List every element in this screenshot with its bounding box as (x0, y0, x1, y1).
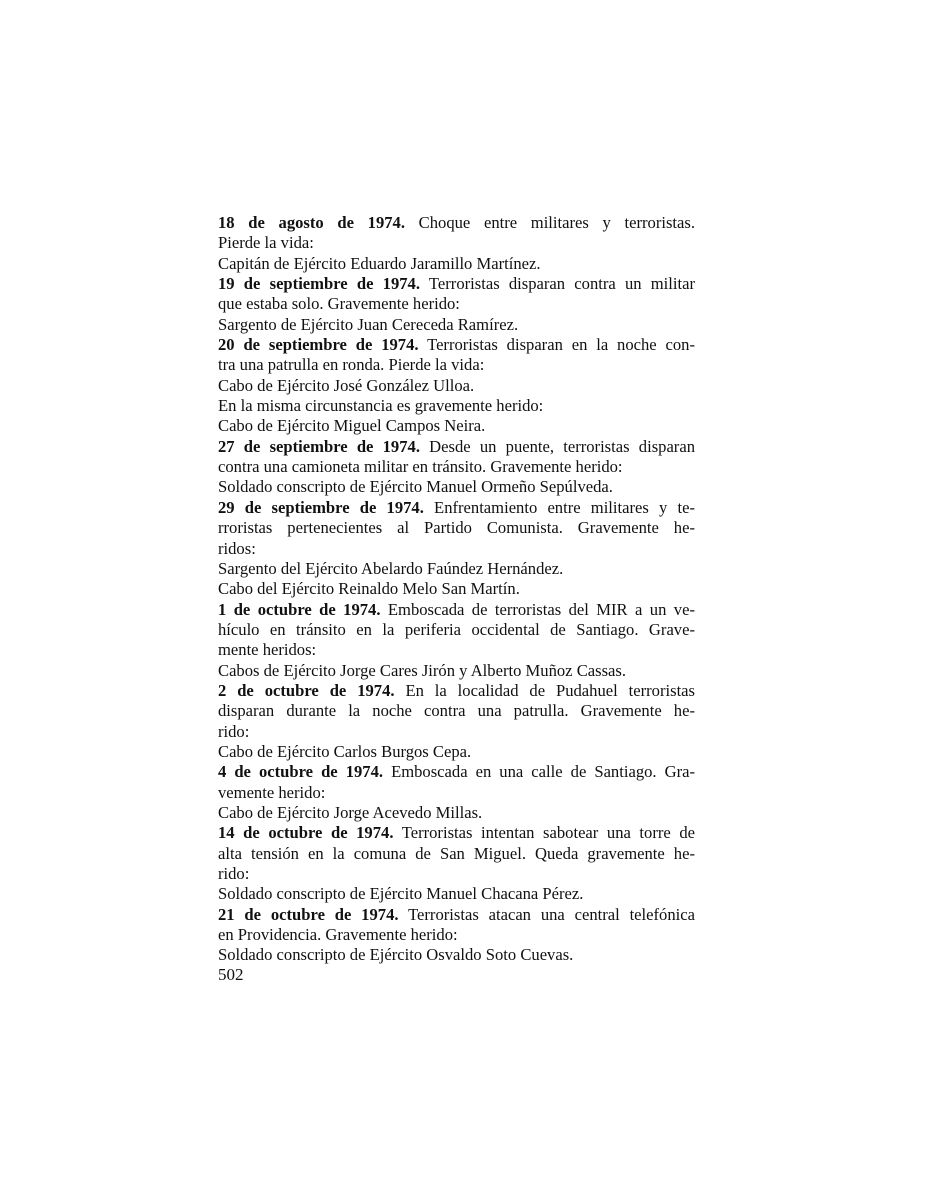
line-text: disparan durante la noche contra una patrulla. Gravemente he- (218, 701, 695, 721)
line-text: Choque entre militares y terroristas. (404, 213, 695, 232)
text-line (218, 477, 695, 497)
entry-date: 19 de septiembre de 1974. (218, 274, 421, 294)
line-text: Cabo del Ejército Reinaldo Melo San Martín. (218, 579, 520, 599)
entry-heading-line (218, 905, 695, 925)
entry-heading-line (218, 437, 695, 457)
text-line (218, 701, 695, 721)
text-line (218, 742, 695, 762)
entry-date: 20 de septiembre de 1974. (218, 335, 419, 355)
page-number: 502 (218, 965, 244, 984)
text-line (218, 416, 695, 436)
line-text: Cabo de Ejército Carlos Burgos Cepa. (218, 741, 472, 761)
entry-date: 1 de octubre de 1974. (218, 599, 381, 619)
entry-heading-line (218, 823, 695, 843)
line-text: rido: (218, 721, 250, 741)
line-text: rido: (218, 864, 250, 883)
entry-date: 14 de octubre de 1974. (218, 823, 394, 843)
line-text: rroristas pertenecientes al Partido Comunista. Gravemente he- (218, 518, 695, 538)
line-text: Cabo de Ejército José González Ulloa. (218, 375, 475, 395)
text-line (218, 254, 695, 274)
line-text: mente heridos: (218, 640, 317, 660)
text-line (218, 294, 695, 314)
entry-date: 4 de octubre de 1974. (218, 762, 384, 782)
line-text: Terroristas intentan sabotear una torre de (393, 823, 695, 843)
entry-date: 18 de agosto de 1974. (218, 213, 405, 232)
text-line (218, 376, 695, 396)
text-line (218, 925, 695, 945)
entry-heading-line (218, 681, 695, 701)
line-text: Soldado conscripto de Ejército Manuel Chacana Pérez. (218, 884, 584, 904)
text-line (218, 864, 695, 884)
line-text: Soldado conscripto de Ejército Osvaldo Soto Cuevas. (218, 945, 574, 965)
text-line (218, 457, 695, 477)
text-line (218, 722, 695, 742)
line-text: que estaba solo. Gravemente herido: (218, 294, 460, 314)
line-text: Terroristas disparan en la noche con- (418, 335, 696, 355)
text-line (218, 620, 695, 640)
entry-heading-line (218, 274, 695, 294)
text-line (218, 884, 695, 904)
chronology-text-block (218, 213, 695, 966)
text-line (218, 945, 695, 965)
line-text: alta tensión en la comuna de San Miguel. Queda gravemente he- (218, 843, 695, 863)
entry-heading-line (218, 762, 695, 782)
entry-heading-line (218, 498, 695, 518)
line-text: Desde un puente, terroristas disparan (419, 436, 695, 456)
line-text: Terroristas atacan una central telefónica (398, 904, 695, 924)
line-text: Sargento de Ejército Juan Cereceda Ramírez. (218, 314, 519, 334)
line-text: Sargento del Ejército Abelardo Faúndez Hernández. (218, 558, 564, 578)
entry-date: 2 de octubre de 1974. (218, 680, 395, 700)
line-text: Cabos de Ejército Jorge Cares Jirón y Alberto Muñoz Cassas. (218, 660, 627, 680)
line-text: Cabo de Ejército Miguel Campos Neira. (218, 416, 486, 436)
text-line (218, 559, 695, 579)
entry-date: 29 de septiembre de 1974. (218, 497, 424, 517)
text-line (218, 803, 695, 823)
line-text: Terroristas disparan contra un militar (420, 274, 696, 294)
text-line (218, 539, 695, 559)
line-text: Cabo de Ejército Jorge Acevedo Millas. (218, 802, 483, 822)
line-text: Emboscada de terroristas del MIR a un ve- (380, 599, 695, 619)
text-line (218, 355, 695, 375)
line-text: Pierde la vida: (218, 233, 314, 253)
entry-date: 27 de septiembre de 1974. (218, 436, 420, 456)
entry-heading-line (218, 600, 695, 620)
line-text: en Providencia. Gravemente herido: (218, 925, 458, 945)
line-text: Emboscada en una calle de Santiago. Gra- (383, 762, 695, 782)
line-text: hículo en tránsito en la periferia occidental de Santiago. Grave- (218, 619, 695, 639)
text-line (218, 396, 695, 416)
line-text: contra una camioneta militar en tránsito. Gravemente herido: (218, 457, 623, 477)
line-text: Enfrentamiento entre militares y te- (423, 497, 695, 517)
line-text: En la misma circunstancia es gravemente herido: (218, 396, 544, 416)
text-line (218, 579, 695, 599)
text-line (218, 661, 695, 681)
line-text: tra una patrulla en ronda. Pierde la vida: (218, 355, 485, 375)
line-text: En la localidad de Pudahuel terroristas (394, 680, 695, 700)
text-line (218, 783, 695, 803)
text-line (218, 315, 695, 335)
line-text: vemente herido: (218, 782, 326, 802)
text-line (218, 233, 695, 253)
line-text: Capitán de Ejército Eduardo Jaramillo Martínez. (218, 253, 541, 273)
line-text: Soldado conscripto de Ejército Manuel Ormeño Sepúlveda. (218, 477, 613, 497)
text-line (218, 844, 695, 864)
text-line (218, 640, 695, 660)
entry-date: 21 de octubre de 1974. (218, 904, 399, 924)
entry-heading-line (218, 335, 695, 355)
entry-heading-line (218, 213, 695, 233)
text-line (218, 518, 695, 538)
line-text: ridos: (218, 538, 256, 558)
